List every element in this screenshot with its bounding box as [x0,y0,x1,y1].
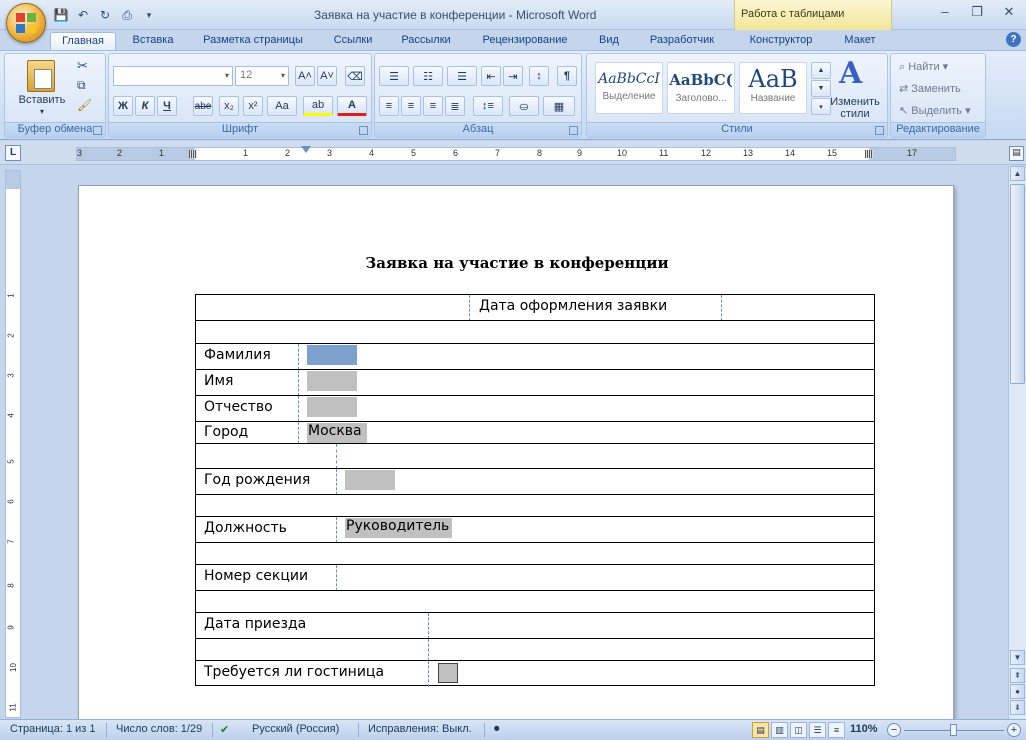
font-group [108,53,372,138]
paste-button[interactable]: Вставить [18,94,66,106]
paragraph-group-title: Абзац [375,122,581,137]
page-status[interactable]: Страница: 1 из 1 [10,723,96,735]
scroll-thumb[interactable] [1010,184,1025,384]
bullets-icon[interactable]: ☰ [379,66,409,86]
close-button[interactable]: ✕ [1003,4,1015,19]
increase-indent-icon[interactable]: ⇥ [503,66,523,86]
position-field[interactable]: Руководитель [345,518,452,538]
web-layout-view-icon[interactable]: ◫ [790,722,807,738]
name-label: Имя [204,373,234,389]
grow-font-button[interactable]: A˄ [295,66,315,86]
font-launcher-icon[interactable] [359,126,368,135]
tab-references[interactable]: Ссылки [333,34,373,46]
status-bar [0,719,1026,740]
surname-field[interactable] [307,345,357,365]
style-heading[interactable]: AaBbC( Заголово... [667,62,735,114]
hotel-checkbox[interactable] [438,663,458,683]
font-size-combo[interactable]: 12 ▾ [235,66,289,86]
print-layout-view-icon[interactable]: ▤ [752,722,769,738]
previous-page-icon[interactable]: ⇞ [1010,668,1025,683]
table-row [195,612,875,638]
table-column-marker-icon[interactable] [865,150,873,158]
document-area [24,166,1008,719]
track-changes-status[interactable]: Исправления: Выкл. [368,723,472,735]
patronymic-field[interactable] [307,397,357,417]
replace-button[interactable]: ⇄ Заменить [899,83,961,95]
section-label: Номер секции [204,568,309,584]
maximize-button[interactable]: ❐ [971,4,983,19]
view-ruler-icon[interactable]: ▤ [1009,146,1024,161]
ruler-bar [0,141,1026,165]
font-group-title: Шрифт [109,122,371,137]
align-left-icon[interactable]: ≡ [379,96,399,116]
position-label: Должность [204,520,287,536]
table-row [195,421,875,443]
styles-more-icon[interactable]: ▾ [811,98,831,115]
tab-layout[interactable]: Макет [844,34,876,46]
clipboard-group [4,53,106,138]
redo-icon[interactable]: ↻ [99,8,111,22]
copy-icon[interactable]: ⧉ [77,78,86,92]
help-icon[interactable]: ? [1006,32,1021,47]
paragraph-group [374,53,582,138]
decrease-indent-icon[interactable]: ⇤ [481,66,501,86]
zoom-level[interactable]: 110% [850,723,878,735]
font-name-combo[interactable]: ▾ [113,66,233,86]
sort-icon[interactable]: ↕ [529,66,549,86]
office-button[interactable] [6,3,46,43]
quick-access-toolbar [52,5,158,25]
draft-view-icon[interactable]: ≡ [828,722,845,738]
next-page-icon[interactable]: ⇟ [1010,700,1025,715]
arrival-date-label: Дата приезда [204,616,307,632]
table-row [195,564,875,590]
shrink-font-button[interactable]: A˅ [317,66,337,86]
paragraph-launcher-icon[interactable] [569,126,578,135]
document-title: Заявка на участие в конференции [365,254,669,272]
table-column-marker-icon[interactable] [189,150,197,158]
browse-object-icon[interactable]: ● [1010,684,1025,699]
paste-dropdown-icon[interactable]: ▾ [39,107,44,116]
change-case-button[interactable]: Aa [267,96,297,116]
tab-view[interactable]: Вид [599,34,619,46]
editing-group [890,53,986,138]
change-styles-button[interactable]: Изменить стили [830,96,880,120]
table-row [195,443,875,468]
align-center-icon[interactable]: ≡ [401,96,421,116]
tab-design[interactable]: Конструктор [749,34,813,46]
language-status[interactable]: Русский (Россия) [252,723,340,735]
qat-customize-icon[interactable]: ▾ [146,9,152,20]
scroll-down-icon[interactable]: ▼ [1010,650,1025,665]
italic-button[interactable]: К [135,96,155,116]
change-styles-icon[interactable]: A [839,56,863,91]
tab-selector-button[interactable]: L [5,145,21,161]
styles-group [586,53,888,138]
city-field[interactable]: Москва [307,423,367,443]
format-painter-icon[interactable]: 🖌 [77,98,93,112]
styles-launcher-icon[interactable] [875,126,884,135]
table-row [195,494,875,516]
show-marks-button[interactable]: ¶ [557,66,577,86]
table-tools-context-tab: Работа с таблицами [734,0,892,30]
print-preview-icon[interactable]: ⎙ [122,7,132,22]
full-screen-reading-view-icon[interactable]: ▥ [771,722,788,738]
table-row [195,320,875,343]
clipboard-group-title: Буфер обмена [5,122,105,137]
window-title: Заявка на участие в конференции - Microsoft Word [314,8,597,22]
style-title[interactable]: AaB Название [739,62,807,114]
highlight-color-icon[interactable]: ab [303,96,333,116]
table-row [195,638,875,660]
tab-review[interactable]: Рецензирование [482,34,568,46]
zoom-slider-thumb[interactable] [950,724,957,736]
table-row [195,343,875,369]
styles-scroll-down-icon[interactable]: ▼ [811,80,831,97]
save-icon[interactable]: 💾 [53,8,69,22]
name-field[interactable] [307,371,357,391]
ribbon-tabs [0,30,1026,50]
document-page[interactable] [78,185,954,719]
editing-group-title: Редактирование [891,122,985,137]
date-label: Дата оформления заявки [479,298,668,314]
subscript-button[interactable]: x₂ [219,96,239,116]
clipboard-launcher-icon[interactable] [93,126,102,135]
undo-icon[interactable]: ↶ [77,8,89,22]
multilevel-list-icon[interactable]: ☰ [447,66,477,86]
strikethrough-button[interactable]: abe [193,96,213,116]
tab-page-layout[interactable]: Разметка страницы [203,34,303,46]
hotel-label: Требуется ли гостиница [204,664,385,680]
city-label: Город [204,424,249,440]
table-row [195,590,875,612]
paste-icon[interactable] [27,60,55,92]
outline-view-icon[interactable]: ☰ [809,722,826,738]
horizontal-ruler[interactable]: 3 2 1 1 2 3 4 5 6 7 8 9 10 11 12 13 14 15 17 [76,147,956,161]
word-count-status[interactable]: Число слов: 1/29 [116,723,203,735]
shading-icon[interactable]: ⛀ [509,96,539,116]
patronymic-label: Отчество [204,399,273,415]
table-row [195,516,875,542]
cut-icon[interactable]: ✂ [77,58,88,73]
birth-year-label: Год рождения [204,472,311,488]
indent-marker-icon[interactable] [301,146,311,153]
minimize-button[interactable]: – [941,4,949,19]
vertical-scrollbar[interactable] [1008,166,1026,719]
font-color-icon[interactable]: A [337,96,367,116]
office-logo-icon [16,13,37,34]
styles-scroll-up-icon[interactable]: ▲ [811,62,831,79]
ribbon [0,50,1026,140]
birth-year-field[interactable] [345,470,395,490]
borders-icon[interactable]: ▦ [543,96,575,116]
zoom-in-icon[interactable]: + [1007,723,1021,737]
proofing-icon[interactable]: ✔ [220,724,230,736]
clear-formatting-button[interactable]: ⌫ [345,66,365,86]
line-spacing-icon[interactable]: ↕≡ [473,96,503,116]
numbering-icon[interactable]: ☷ [413,66,443,86]
tab-developer[interactable]: Разработчик [649,34,715,46]
tab-home[interactable]: Главная [50,32,116,51]
select-button[interactable]: ↖ Выделить ▾ [899,105,971,117]
surname-label: Фамилия [204,347,271,363]
macro-record-icon[interactable]: ⏺ [494,723,500,735]
zoom-out-icon[interactable]: − [887,723,901,737]
find-button[interactable]: ⌕ Найти ▾ [899,61,949,73]
vertical-ruler[interactable]: 1 2 3 4 5 6 7 8 9 10 11 [5,170,21,718]
table-row [195,294,875,320]
title-bar [0,0,1026,30]
superscript-button[interactable]: x² [243,96,263,116]
justify-icon[interactable]: ≣ [445,96,465,116]
styles-group-title: Стили [587,122,887,137]
tab-insert[interactable]: Вставка [132,34,174,46]
style-emphasis[interactable]: AaBbCcI Выделение [595,62,663,114]
align-right-icon[interactable]: ≡ [423,96,443,116]
table-row [195,468,875,494]
table-row [195,369,875,395]
table-row [195,542,875,564]
underline-button[interactable]: Ч [157,96,177,116]
table-row [195,395,875,421]
bold-button[interactable]: Ж [113,96,133,116]
table-row [195,660,875,686]
tab-mailings[interactable]: Рассылки [401,34,451,46]
scroll-up-icon[interactable]: ▲ [1010,166,1025,181]
